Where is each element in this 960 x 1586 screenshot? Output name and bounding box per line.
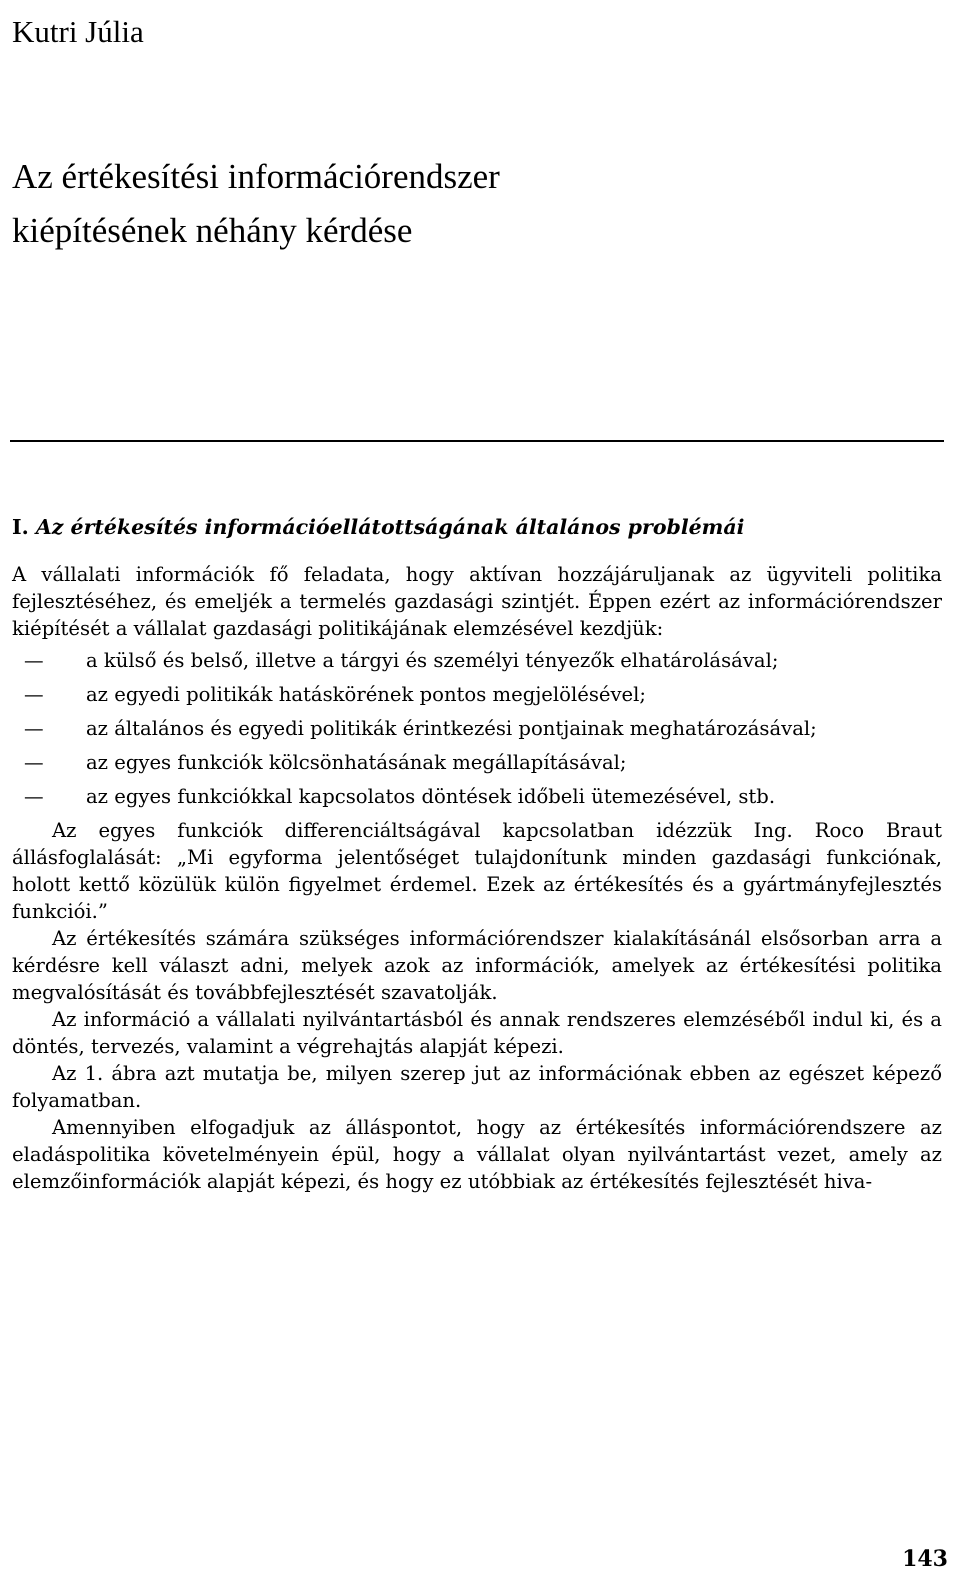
title-line-1: Az értékesítési információrendszer <box>12 157 500 196</box>
article-title <box>12 150 912 258</box>
dash-list <box>12 647 942 810</box>
title-line-2: kiépítésének néhány kérdése <box>12 211 413 250</box>
paragraph-1: A vállalati információk fő feladata, hogy aktívan hozzájáruljanak az ügyviteli politika fejlesztéséhez, és emeljék a termelés gazdasági szintjét. Éppen ezért az információrendszer kiépítését a vállalat gazdasági politikájának elemzésével kezdjük: <box>12 563 942 640</box>
paragraph-3: Az értékesítés számára szükséges információrendszer kialakításánál elsősorban arra a kérdésre kell választ adni, melyek azok az információk, amelyek az értékesítési politika megvalósítását és továbbfejlesztését szavatolják. <box>12 927 942 1004</box>
list-item: — az egyes funkciókkal kapcsolatos döntések időbeli ütemezésével, stb. <box>12 783 942 810</box>
paragraph-5: Az 1. ábra azt mutatja be, milyen szerep jut az információnak ebben az egészet képező folyamatban. <box>12 1062 942 1112</box>
list-item: — az általános és egyedi politikák érintkezési pontjainak meghatározásával; <box>12 715 942 742</box>
paragraph-2: Az egyes funkciók differenciáltságával kapcsolatban idézzük Ing. Roco Braut állásfoglalását: „Mi egyforma jelentőséget tulajdonítunk minden gazdasági funkciónak, holott kettő közülük külön figyelmet érdemel. Ezek az értékesítés és a gyártmányfejlesztés funkciói.” <box>12 819 942 923</box>
section-number: I. <box>12 515 29 539</box>
article-body <box>12 514 942 1195</box>
list-item: — az egyes funkciók kölcsönhatásának megállapításával; <box>12 749 942 776</box>
list-item: — a külső és belső, illetve a tárgyi és személyi tényezők elhatárolásával; <box>12 647 942 674</box>
paragraph-4: Az információ a vállalati nyilvántartásból és annak rendszeres elemzéséből indul ki, és a döntés, tervezés, valamint a végrehajtás alapját képezi. <box>12 1008 942 1058</box>
list-item: — az egyedi politikák hatáskörének pontos megjelölésével; <box>12 681 942 708</box>
page-number: 143 <box>902 1546 948 1572</box>
author-name: Kutri Júlia <box>12 14 144 49</box>
header-divider <box>10 440 944 442</box>
section-heading <box>12 514 942 541</box>
section-title: Az értékesítés információellátottságának általános problémái <box>35 515 745 539</box>
paragraph-6: Amennyiben elfogadjuk az álláspontot, hogy az értékesítés információrendszere az eladáspolitika követelményein épül, hogy a vállalat olyan nyilvántartást vezet, amely az elemzőinformációk alapját képezi, és hogy ez utóbbiak az értékesítés fejlesztését hiva- <box>12 1116 942 1193</box>
